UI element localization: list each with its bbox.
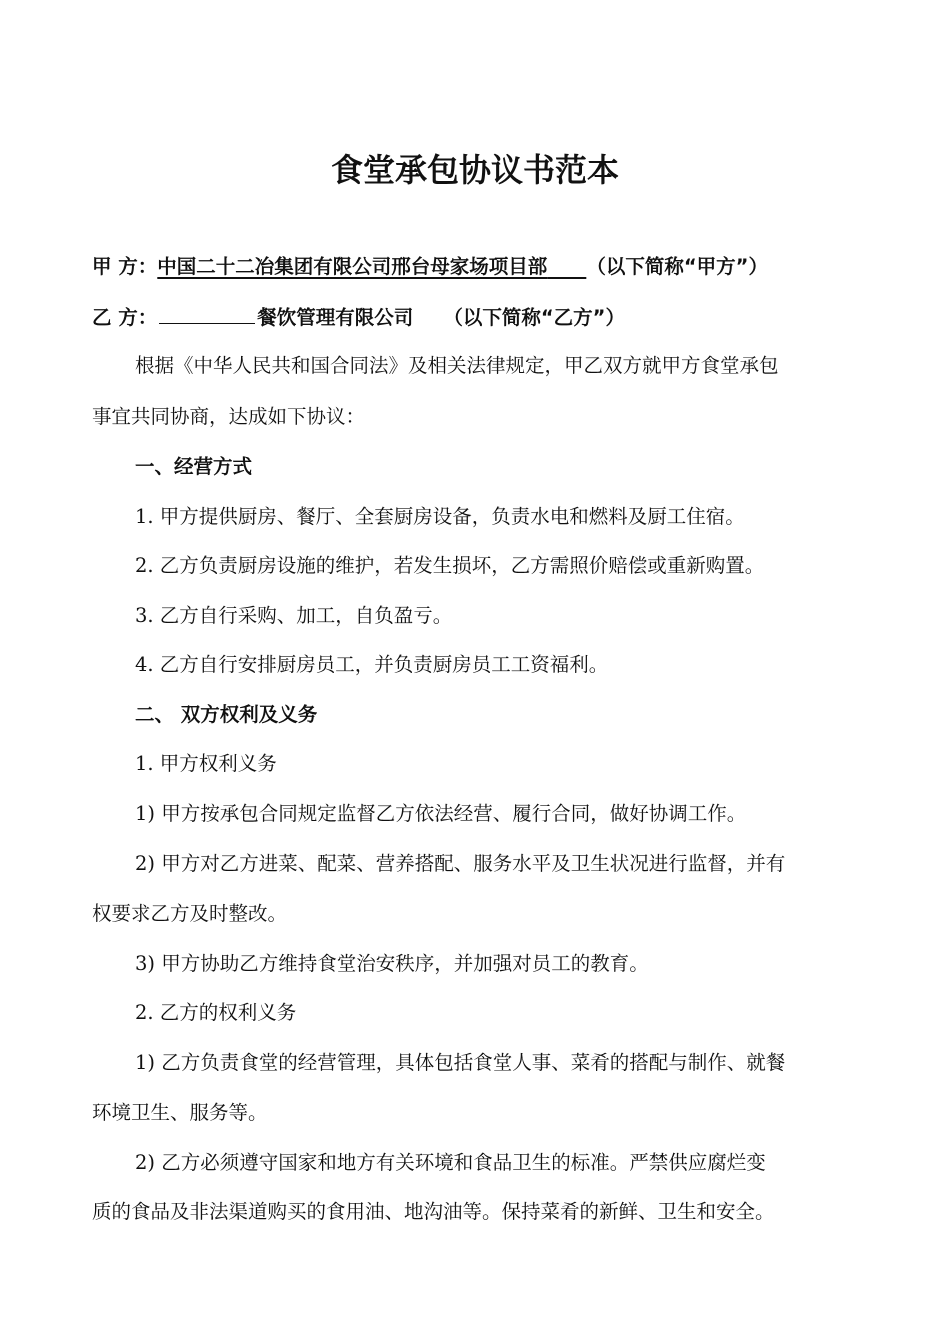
section-2-sub-2-heading: 2. 乙方的权利义务 bbox=[135, 1001, 297, 1024]
section-2-sub-1-item-1: 1) 甲方按承包合同规定监督乙方依法经营、履行合同，做好协调工作。 bbox=[135, 802, 747, 825]
section-2-sub-1-heading: 1. 甲方权利义务 bbox=[135, 752, 277, 775]
section-2-sub-1-item-2-cont: 权要求乙方及时整改。 bbox=[92, 902, 288, 925]
party-a-underline-tail bbox=[547, 255, 586, 278]
party-b-name: 餐饮管理有限公司 bbox=[257, 306, 414, 329]
party-a-label: 甲 方： bbox=[92, 255, 158, 278]
party-b-line bbox=[92, 303, 625, 331]
section-2-sub-2-item-2-cont: 质的食品及非法渠道购买的食用油、地沟油等。保持菜肴的新鲜、卫生和安全。 bbox=[92, 1200, 775, 1223]
section-1-item-3: 3. 乙方自行采购、加工，自负盈亏。 bbox=[135, 604, 453, 627]
party-b-name-blank bbox=[159, 303, 255, 324]
section-1-item-1: 1. 甲方提供厨房、餐厅、全套厨房设备，负责水电和燃料及厨工住宿。 bbox=[135, 505, 745, 528]
intro-line-2: 事宜共同协商，达成如下协议： bbox=[92, 405, 366, 428]
party-a-suffix: （以下简称“甲方”） bbox=[586, 255, 768, 278]
party-a-line bbox=[92, 254, 768, 280]
section-2-sub-1-item-2: 2) 甲方对乙方进菜、配菜、营养搭配、服务水平及卫生状况进行监督，并有 bbox=[135, 852, 786, 875]
intro-line-1: 根据《中华人民共和国合同法》及相关法律规定，甲乙双方就甲方食堂承包 bbox=[135, 354, 779, 377]
document-title: 食堂承包协议书范本 bbox=[330, 151, 619, 189]
section-2-sub-2-item-1: 1) 乙方负责食堂的经营管理，具体包括食堂人事、菜肴的搭配与制作、就餐 bbox=[135, 1051, 786, 1074]
section-2-heading: 二、 双方权利及义务 bbox=[135, 703, 318, 726]
section-2-sub-2-item-1-cont: 环境卫生、服务等。 bbox=[92, 1101, 268, 1124]
section-1-item-4: 4. 乙方自行安排厨房员工，并负责厨房员工工资福利。 bbox=[135, 653, 609, 676]
section-1-heading: 一、经营方式 bbox=[135, 455, 253, 478]
party-b-suffix: （以下简称“乙方”） bbox=[443, 306, 625, 329]
party-b-label: 乙 方： bbox=[92, 306, 158, 329]
section-1-item-2: 2. 乙方负责厨房设施的维护，若发生损坏，乙方需照价赔偿或重新购置。 bbox=[135, 554, 765, 577]
party-a-name: 中国二十二冶集团有限公司邢台母家场项目部 bbox=[157, 255, 548, 278]
section-2-sub-2-item-2: 2) 乙方必须遵守国家和地方有关环境和食品卫生的标准。严禁供应腐烂变 bbox=[135, 1151, 766, 1174]
section-2-sub-1-item-3: 3) 甲方协助乙方维持食堂治安秩序，并加强对员工的教育。 bbox=[135, 952, 649, 975]
